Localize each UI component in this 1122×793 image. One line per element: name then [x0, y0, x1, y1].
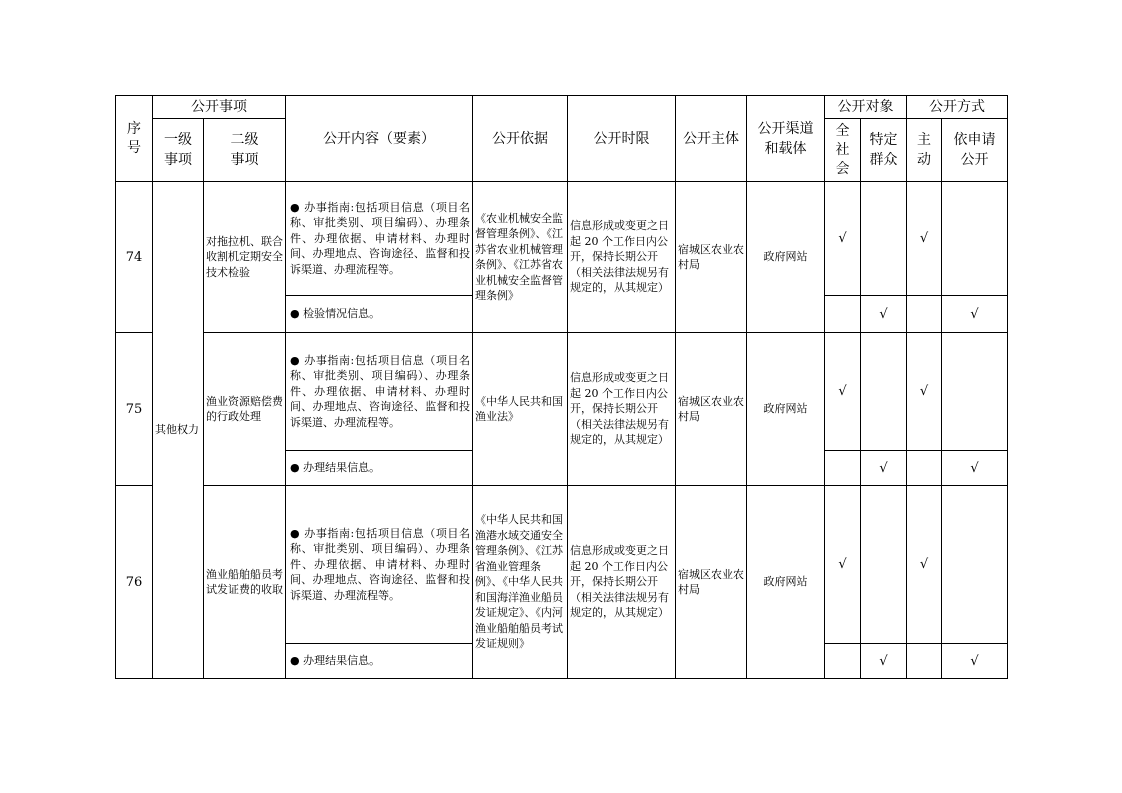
time-limit-cell: 信息形成或变更之日起 20 个工作日内公开，保持长期公开（相关法律法规另有规定的，从其规定） [568, 486, 676, 679]
check-specific: √ [861, 644, 907, 679]
header-method-group: 公开方式 [907, 96, 1008, 119]
row-seq: 76 [116, 486, 153, 679]
header-content: 公开内容（要素） [286, 96, 473, 182]
basis-cell: 《中华人民共和国渔港水域交通安全管理条例》、《江苏省渔业管理条例》、《中华人民共和国海洋渔业船员发证规定》、《内河渔业船舶船员考试发证规则》 [473, 486, 568, 679]
header-channel: 公开渠道和载体 [747, 96, 825, 182]
row-seq: 74 [116, 182, 153, 333]
level2-cell: 渔业船舶船员考试发证费的收取 [204, 486, 286, 679]
check-all: √ [825, 486, 861, 644]
check-active [907, 644, 942, 679]
header-level2: 二级事项 [204, 119, 286, 182]
disclosure-table [115, 95, 1008, 679]
check-request: √ [942, 296, 1008, 333]
check-specific [861, 486, 907, 644]
subject-cell: 宿城区农业农村局 [676, 182, 747, 333]
check-all: √ [825, 333, 861, 451]
channel-cell: 政府网站 [747, 333, 825, 486]
basis-cell: 《中华人民共和国渔业法》 [473, 333, 568, 486]
level2-cell: 对拖拉机、联合收割机定期安全技术检验 [204, 182, 286, 333]
check-specific: √ [861, 451, 907, 486]
check-all: √ [825, 182, 861, 296]
table-row [116, 486, 1008, 644]
check-specific: √ [861, 296, 907, 333]
check-active [907, 451, 942, 486]
check-request [942, 486, 1008, 644]
level2-cell: 渔业资源赔偿费的行政处理 [204, 333, 286, 486]
header-items-group: 公开事项 [153, 96, 286, 119]
header-method-request: 依申请公开 [942, 119, 1008, 182]
header-subject: 公开主体 [676, 96, 747, 182]
check-active [907, 296, 942, 333]
header-time-limit: 公开时限 [568, 96, 676, 182]
content-result: ● 办理结果信息。 [286, 451, 473, 486]
check-specific [861, 182, 907, 296]
header-target-all: 全社会 [825, 119, 861, 182]
content-guide: ● 办事指南:包括项目信息（项目名称、审批类别、项目编码）、办理条件、办理依据、申请材料、办理时间、办理地点、咨询途径、监督和投诉渠道、办理流程等。 [286, 333, 473, 451]
content-guide: ● 办事指南:包括项目信息（项目名称、审批类别、项目编码）、办理条件、办理依据、申请材料、办理时间、办理地点、咨询途径、监督和投诉渠道、办理流程等。 [286, 486, 473, 644]
check-request [942, 333, 1008, 451]
table-row [116, 333, 1008, 451]
table-row [116, 182, 1008, 296]
level1-cell: 其他权力 [153, 182, 204, 679]
subject-cell: 宿城区农业农村局 [676, 486, 747, 679]
row-seq: 75 [116, 333, 153, 486]
check-specific [861, 333, 907, 451]
check-active: √ [907, 486, 942, 644]
subject-cell: 宿城区农业农村局 [676, 333, 747, 486]
time-limit-cell: 信息形成或变更之日起 20 个工作日内公开，保持长期公开（相关法律法规另有规定的，从其规定） [568, 333, 676, 486]
check-request: √ [942, 451, 1008, 486]
check-all [825, 451, 861, 486]
content-guide: ● 办事指南:包括项目信息（项目名称、审批类别、项目编码）、办理条件、办理依据、申请材料、办理时间、办理地点、咨询途径、监督和投诉渠道、办理流程等。 [286, 182, 473, 296]
channel-cell: 政府网站 [747, 182, 825, 333]
header-basis: 公开依据 [473, 96, 568, 182]
header-target-specific: 特定群众 [861, 119, 907, 182]
basis-cell: 《农业机械安全监督管理条例》、《江苏省农业机械管理条例》、《江苏省农业机械安全监督管理条例》 [473, 182, 568, 333]
check-request [942, 182, 1008, 296]
check-request: √ [942, 644, 1008, 679]
header-method-active: 主动 [907, 119, 942, 182]
channel-cell: 政府网站 [747, 486, 825, 679]
header-seq: 序号 [116, 96, 153, 182]
check-all [825, 644, 861, 679]
content-result: ● 办理结果信息。 [286, 644, 473, 679]
check-active: √ [907, 333, 942, 451]
check-active: √ [907, 182, 942, 296]
time-limit-cell: 信息形成或变更之日起 20 个工作日内公开，保持长期公开（相关法律法规另有规定的，从其规定） [568, 182, 676, 333]
header-target-group: 公开对象 [825, 96, 907, 119]
check-all [825, 296, 861, 333]
content-result: ● 检验情况信息。 [286, 296, 473, 333]
header-level1: 一级事项 [153, 119, 204, 182]
